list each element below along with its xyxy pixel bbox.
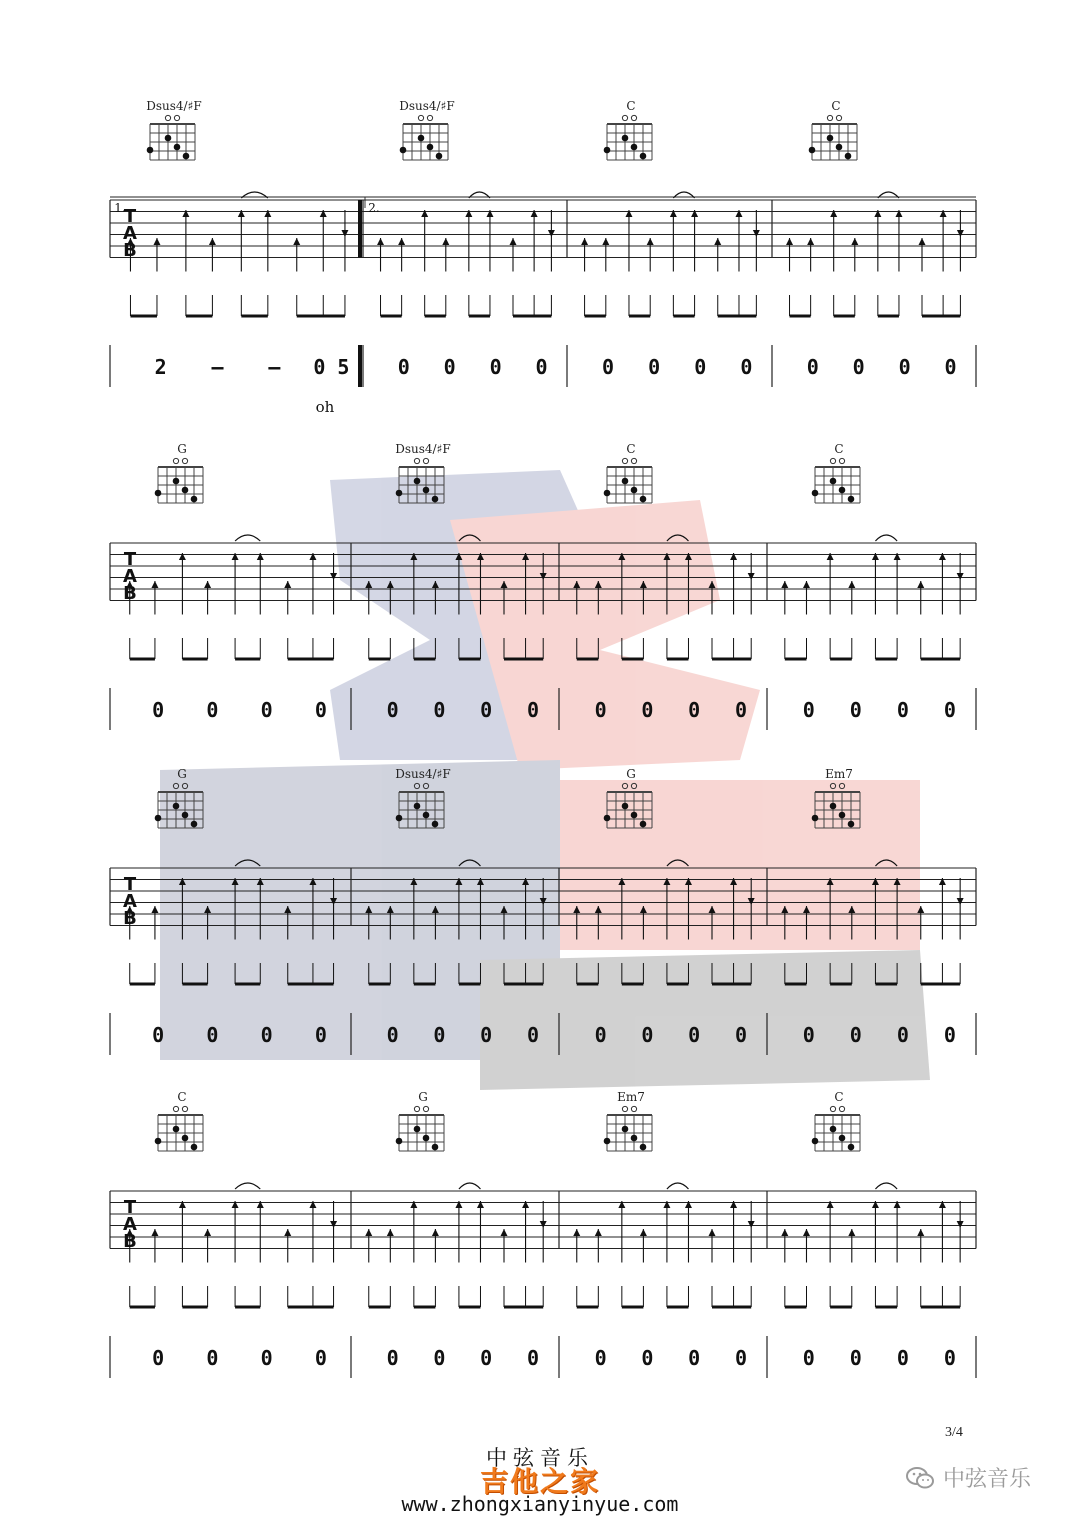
strum-up-arrow [595,581,602,588]
tab-clef-letter: B [123,1231,137,1252]
strum-up-arrow [387,581,394,588]
chord-name: Dsus4/♯F [395,442,451,456]
chord-diagram [396,458,444,503]
tie-arc [875,535,897,541]
strum-up-arrow [848,906,855,913]
chord-name: C [177,1090,187,1104]
tab-clef-letter: T [123,1197,137,1218]
numbered-note: – [268,355,281,379]
strum-up-arrow [803,581,810,588]
chord-name: G [626,767,636,781]
tab-clef-letter: A [123,566,137,587]
numbered-note: 0 [849,1023,862,1047]
chord-name: C [834,442,844,456]
strum-up-arrow [848,1229,855,1236]
numbered-note: – [211,355,224,379]
numbered-note: 0 [641,698,654,722]
strum-up-arrow [573,581,580,588]
strum-down-arrow [330,898,337,905]
numbered-note: 0 [443,355,456,379]
strum-up-arrow [365,906,372,913]
numbered-note: 0 [206,1023,219,1047]
strum-up-arrow [848,581,855,588]
numbered-note: 0 [433,1023,446,1047]
numbered-note: 0 [896,1346,909,1370]
chord-diagram [812,783,860,828]
strum-down-arrow [341,230,348,237]
tie-arc [459,1183,481,1189]
numbered-note: 0 [896,698,909,722]
strum-up-arrow [714,238,721,245]
chord-diagram [604,115,652,160]
strum-up-arrow [377,238,384,245]
tab-system [110,115,976,387]
lyric-text: oh [315,398,335,416]
strum-up-arrow [442,238,449,245]
strum-down-arrow [748,573,755,580]
tie-arc [235,860,260,866]
wechat-icon [905,1465,935,1491]
numbered-note: 0 [734,1346,748,1370]
numbered-note: 0 [688,1346,701,1370]
strum-up-arrow [709,906,716,913]
chord-name: Dsus4/♯F [146,99,202,113]
strum-down-arrow [540,573,547,580]
numbered-note: 0 [734,1023,748,1047]
numbered-note: 0 [898,355,911,379]
chord-diagram [396,1106,444,1151]
tie-arc [459,535,481,541]
strum-up-arrow [387,1229,394,1236]
chord-diagram [812,1106,860,1151]
numbered-note: 0 [944,355,957,379]
page-number: 3/4 [945,1425,963,1440]
tab-clef-letter: B [123,908,137,929]
strum-up-arrow [501,906,508,913]
strum-up-arrow [851,238,858,245]
strum-down-arrow [330,573,337,580]
tab-system [110,458,976,730]
numbered-note: 0 [594,1346,607,1370]
strum-up-arrow [284,906,291,913]
numbered-note: 0 [480,1023,493,1047]
tie-arc [875,860,897,866]
numbered-note: 0 [526,698,540,722]
numbered-note: 0 [648,355,661,379]
numbered-note: 0 [480,1346,493,1370]
strum-up-arrow [501,1229,508,1236]
volta-2: 2. [368,201,380,215]
numbered-note: 0 [152,1346,165,1370]
strum-up-arrow [151,1229,158,1236]
tab-clef-letter: A [123,223,137,244]
numbered-note: 0 [594,698,607,722]
chord-name: G [177,767,187,781]
volta-1: 1. [114,201,126,215]
footer-title: 中弦音乐 [486,1446,594,1470]
strum-up-arrow [501,581,508,588]
tie-arc [667,535,689,541]
strum-up-arrow [432,906,439,913]
tab-clef-letter: T [123,874,137,895]
strum-up-arrow [781,581,788,588]
wechat-account-name: 中弦音乐 [943,1467,1032,1492]
chord-name: Em7 [617,1090,645,1104]
strum-up-arrow [365,1229,372,1236]
numbered-note: 0 [489,355,502,379]
strum-up-arrow [917,906,924,913]
strum-up-arrow [387,906,394,913]
tab-clef-letter: T [123,549,137,570]
wechat-badge [905,1462,1031,1493]
strum-up-arrow [595,1229,602,1236]
strum-up-arrow [432,1229,439,1236]
chord-diagram [812,458,860,503]
numbered-note: 0 [152,698,165,722]
tab-clef-letter: B [123,583,137,604]
chord-name: C [626,442,636,456]
numbered-note: 0 [943,698,956,722]
repeat-barline [358,200,362,258]
footer-url[interactable]: www.zhongxianyinyue.com [401,1492,679,1516]
strum-up-arrow [917,1229,924,1236]
chord-name: G [177,442,187,456]
chord-diagram [396,783,444,828]
numbered-note: 0 [433,698,446,722]
strum-up-arrow [284,581,291,588]
chord-name: C [831,99,841,113]
strum-up-arrow [602,238,609,245]
tab-clef-letter: B [123,240,137,261]
strum-down-arrow [548,230,555,237]
numbered-note: 0 [526,1346,540,1370]
strum-up-arrow [781,1229,788,1236]
numbered-note: 0 [849,698,862,722]
numbered-note: 0 [314,1346,327,1370]
numbered-note: 0 [260,1346,273,1370]
tab-clef-letter: A [123,891,137,912]
tie-arc [667,1183,689,1189]
numbered-note: 0 [734,698,748,722]
strum-up-arrow [786,238,793,245]
strum-up-arrow [573,906,580,913]
chord-name: Em7 [825,767,853,781]
numbered-note: 0 [896,1023,909,1047]
strum-down-arrow [748,898,755,905]
chord-diagram [809,115,857,160]
strum-up-arrow [807,238,814,245]
numbered-note: 0 [694,355,707,379]
numbered-note: 0 [260,698,273,722]
tie-arc [667,860,689,866]
numbered-note: 0 [806,355,819,379]
chord-diagram [155,458,203,503]
numbered-note: 0 [526,1023,540,1047]
numbered-note: 0 [852,355,865,379]
tie-arc [459,860,481,866]
strum-up-arrow [204,906,211,913]
strum-up-arrow [595,906,602,913]
strum-down-arrow [540,1221,547,1228]
strum-up-arrow [709,1229,716,1236]
repeat-barline [358,345,362,387]
strum-down-arrow [330,1221,337,1228]
strum-up-arrow [398,238,405,245]
tie-arc [235,1183,260,1189]
numbered-note: 0 [386,1023,399,1047]
strum-up-arrow [432,581,439,588]
chord-diagram [155,1106,203,1151]
strum-up-arrow [153,238,160,245]
strum-down-arrow [540,898,547,905]
strum-up-arrow [803,1229,810,1236]
chord-diagram [604,1106,652,1151]
strum-up-arrow [781,906,788,913]
numbered-note: 0 [802,1346,815,1370]
strum-down-arrow [957,230,964,237]
numbered-note: 0 [849,1346,862,1370]
strum-up-arrow [640,581,647,588]
strum-up-arrow [284,1229,291,1236]
numbered-note: 0 [740,355,753,379]
strum-up-arrow [573,1229,580,1236]
strum-up-arrow [640,906,647,913]
numbered-note: 0 [688,698,701,722]
strum-up-arrow [647,238,654,245]
tab-system [110,1106,976,1378]
strum-up-arrow [919,238,926,245]
tie-arc [235,535,260,541]
chord-diagram [604,783,652,828]
numbered-note: 0 [601,355,615,379]
numbered-note: 0 [314,698,327,722]
strum-up-arrow [365,581,372,588]
numbered-note: 0 [802,1023,815,1047]
tab-clef-letter: A [123,1214,137,1235]
chord-name: Dsus4/♯F [399,99,455,113]
numbered-note: 0 [594,1023,607,1047]
strum-down-arrow [957,573,964,580]
numbered-note: 0 [386,698,399,722]
numbered-note: 0 [206,698,219,722]
strum-up-arrow [510,238,517,245]
strum-up-arrow [204,581,211,588]
numbered-note: 0 [433,1346,446,1370]
numbered-note: 0 [386,1346,399,1370]
chord-diagram [155,783,203,828]
strum-up-arrow [803,906,810,913]
numbered-note: 0 5 [313,355,350,379]
numbered-note: 0 [397,355,410,379]
footer-logo: 吉他之家 [479,1465,600,1498]
numbered-note: 0 [641,1346,654,1370]
numbered-note: 0 [535,355,548,379]
tie-arc [875,1183,897,1189]
chord-name: C [626,99,636,113]
strum-up-arrow [151,906,158,913]
strum-up-arrow [293,238,300,245]
strum-up-arrow [917,581,924,588]
strum-up-arrow [151,581,158,588]
chord-name: G [418,1090,428,1104]
numbered-note: 0 [480,698,493,722]
chord-name: C [834,1090,844,1104]
numbered-note: 0 [152,1023,165,1047]
numbered-note: 0 [641,1023,654,1047]
strum-down-arrow [957,898,964,905]
numbered-note: 0 [688,1023,701,1047]
tab-clef-letter: T [123,206,137,227]
numbered-note: 0 [206,1346,219,1370]
strum-up-arrow [581,238,588,245]
chord-diagram [400,115,448,160]
strum-up-arrow [209,238,216,245]
numbered-note: 0 [802,698,815,722]
chord-name: Dsus4/♯F [395,767,451,781]
strum-down-arrow [748,1221,755,1228]
numbered-note: 0 [943,1023,956,1047]
numbered-note: 0 [260,1023,273,1047]
strum-down-arrow [957,1221,964,1228]
numbered-note: 0 [943,1346,956,1370]
tab-system [110,783,976,1055]
chord-diagram [147,115,195,160]
strum-up-arrow [204,1229,211,1236]
strum-up-arrow [709,581,716,588]
numbered-note: 2 [154,355,167,379]
strum-up-arrow [640,1229,647,1236]
chord-diagram [604,458,652,503]
strum-down-arrow [753,230,760,237]
numbered-note: 0 [314,1023,327,1047]
